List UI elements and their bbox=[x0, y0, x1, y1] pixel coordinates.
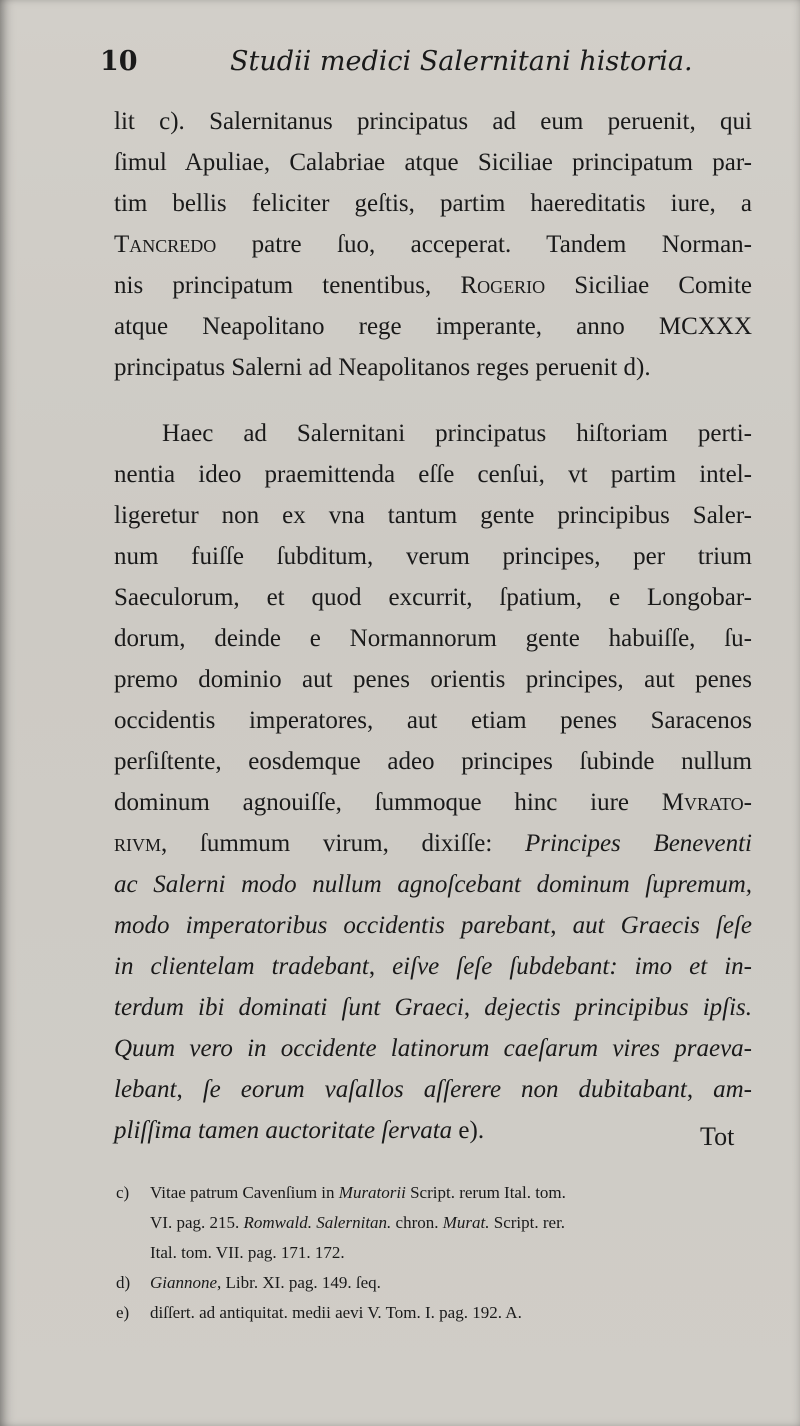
text-line bbox=[114, 905, 752, 946]
text-line bbox=[114, 577, 752, 618]
text-line bbox=[114, 987, 752, 1028]
paragraph-1 bbox=[114, 101, 752, 388]
footnote-marker: e) bbox=[116, 1303, 130, 1322]
text-run: perſiſtente, eosdemque adeo principes ſubinde nullum bbox=[114, 748, 752, 775]
text-line bbox=[114, 1110, 752, 1151]
text-run: Principes Beneventi bbox=[524, 830, 752, 857]
text-run: dorum, deinde e Normannorum gente habuiſſe, ſu- bbox=[114, 625, 752, 652]
text-run: Script. rerum Ital. tom. bbox=[405, 1183, 566, 1202]
catchword: Tot bbox=[700, 1122, 735, 1151]
text-line bbox=[114, 101, 752, 142]
text-run: dominum agnouiſſe, ſummoque hinc iure bbox=[114, 789, 662, 816]
text-run: num fuiſſe ſubditum, verum principes, per trium bbox=[114, 543, 752, 570]
text-run: , bbox=[550, 912, 573, 939]
text-run: , bbox=[686, 1076, 714, 1103]
text-run: nis principatum tenentibus, bbox=[114, 272, 461, 299]
text-run: ligeretur non ex vna tantum gente principibus Saler- bbox=[114, 502, 752, 529]
text-run: Script. rer. bbox=[489, 1213, 566, 1232]
text-run: Saeculorum, et quod excurrit, ſpatium, e Longobar- bbox=[114, 584, 752, 611]
text-run: lit c). Salernitanus principatus ad eum peruenit, qui bbox=[114, 108, 752, 135]
text-run: Ital. tom. VII. pag. 171. 172. bbox=[150, 1243, 345, 1262]
text-line bbox=[114, 618, 752, 659]
text-run: nentia ideo praemittenda eſſe cenſui, vt partim intel- bbox=[114, 461, 752, 488]
text-run: rivm bbox=[114, 830, 162, 857]
footnote-line bbox=[116, 1298, 766, 1328]
text-run: terdum ibi dominati ſunt Graeci bbox=[114, 994, 464, 1021]
text-run: tim bellis feliciter geſtis, partim haereditatis iure, a bbox=[114, 190, 752, 217]
footnote-line bbox=[116, 1268, 766, 1298]
running-head: Studii medici Salernitani historia. bbox=[230, 46, 693, 77]
text-line bbox=[114, 864, 752, 905]
text-run: Muratorii bbox=[338, 1183, 406, 1202]
text-run: pliſſima tamen auctoritate ſervata bbox=[114, 1117, 453, 1144]
text-run: VI. pag. 215. bbox=[150, 1213, 244, 1232]
footnotes bbox=[116, 1178, 766, 1328]
text-line bbox=[114, 700, 752, 741]
text-run: aut Graecis ſeſe bbox=[572, 912, 752, 939]
text-run: dejectis principibus ipſis. bbox=[484, 994, 753, 1021]
text-run: in clientelam tradebant bbox=[114, 953, 369, 980]
text-run: Quum vero in occidente latinorum caeſarum vires praeva- bbox=[114, 1035, 752, 1062]
footnote-marker: d) bbox=[116, 1273, 131, 1292]
text-run: , bbox=[176, 1076, 203, 1103]
text-run: , Libr. XI. pag. 149. ſeq. bbox=[217, 1273, 381, 1292]
text-run: chron. bbox=[391, 1213, 443, 1232]
text-run: Romwald. Salernitan. bbox=[243, 1213, 392, 1232]
text-line bbox=[114, 183, 752, 224]
text-run: diſſert. ad antiquitat. medii aevi V. Tom. I. pag. 192. A. bbox=[150, 1303, 522, 1322]
footnote-marker: c) bbox=[116, 1183, 130, 1202]
text-line bbox=[114, 142, 752, 183]
text-run: atque Neapolitano rege imperante, anno MCXXX bbox=[114, 313, 752, 340]
text-line bbox=[114, 782, 752, 823]
text-run: Mvrato- bbox=[661, 789, 752, 816]
text-line bbox=[114, 741, 752, 782]
text-line bbox=[114, 946, 752, 987]
text-line bbox=[114, 659, 752, 700]
text-run: Tancredo bbox=[114, 231, 217, 258]
text-run: , bbox=[368, 953, 393, 980]
text-run: Vitae patrum Cavenſium in bbox=[150, 1183, 339, 1202]
text-line bbox=[114, 536, 752, 577]
footnote-line bbox=[116, 1238, 766, 1268]
footnote-line bbox=[116, 1178, 766, 1208]
text-line bbox=[114, 495, 752, 536]
text-run: ac Salerni modo nullum agnoſcebant dominum ſupremum, bbox=[114, 871, 752, 898]
text-run: Giannone bbox=[150, 1273, 218, 1292]
text-line bbox=[114, 306, 752, 347]
text-line bbox=[114, 454, 752, 495]
text-run: ſimul Apuliae, Calabriae atque Siciliae principatum par- bbox=[114, 149, 752, 176]
text-run: Murat. bbox=[442, 1213, 490, 1232]
text-run: lebant bbox=[114, 1076, 177, 1103]
text-run: principatus Salerni ad Neapolitanos reges peruenit d). bbox=[114, 354, 651, 381]
footnote-line bbox=[116, 1208, 766, 1238]
text-run: am- bbox=[713, 1076, 752, 1103]
text-run: modo imperatoribus occidentis parebant bbox=[114, 912, 551, 939]
text-line bbox=[114, 1028, 752, 1069]
text-run: premo dominio aut penes orientis principes, aut penes bbox=[114, 666, 752, 693]
text-run: Haec ad Salernitani principatus hiſtoriam perti- bbox=[162, 420, 752, 447]
text-run: , ſummum virum, dixiſſe: bbox=[161, 830, 525, 857]
text-line bbox=[114, 347, 752, 388]
text-run: ſe eorum vaſallos aſſerere non dubitabant bbox=[202, 1076, 687, 1103]
text-run: e). bbox=[452, 1117, 485, 1144]
text-line bbox=[114, 413, 752, 454]
text-run: , bbox=[463, 994, 485, 1021]
text-run: Rogerio bbox=[460, 272, 546, 299]
text-run: eiſve ſeſe ſubdebant: imo et in- bbox=[392, 953, 753, 980]
text-run: occidentis imperatores, aut etiam penes Saracenos bbox=[114, 707, 752, 734]
text-line bbox=[114, 1069, 752, 1110]
page-number: 10 bbox=[100, 46, 138, 77]
text-run: patre ſuo, acceperat. Tandem Norman- bbox=[216, 231, 752, 258]
text-run: Siciliae Comite bbox=[545, 272, 752, 299]
text-line bbox=[114, 265, 752, 306]
paragraph-2 bbox=[114, 413, 752, 1151]
text-line bbox=[114, 224, 752, 265]
page-header bbox=[100, 46, 740, 86]
text-line bbox=[114, 823, 752, 864]
